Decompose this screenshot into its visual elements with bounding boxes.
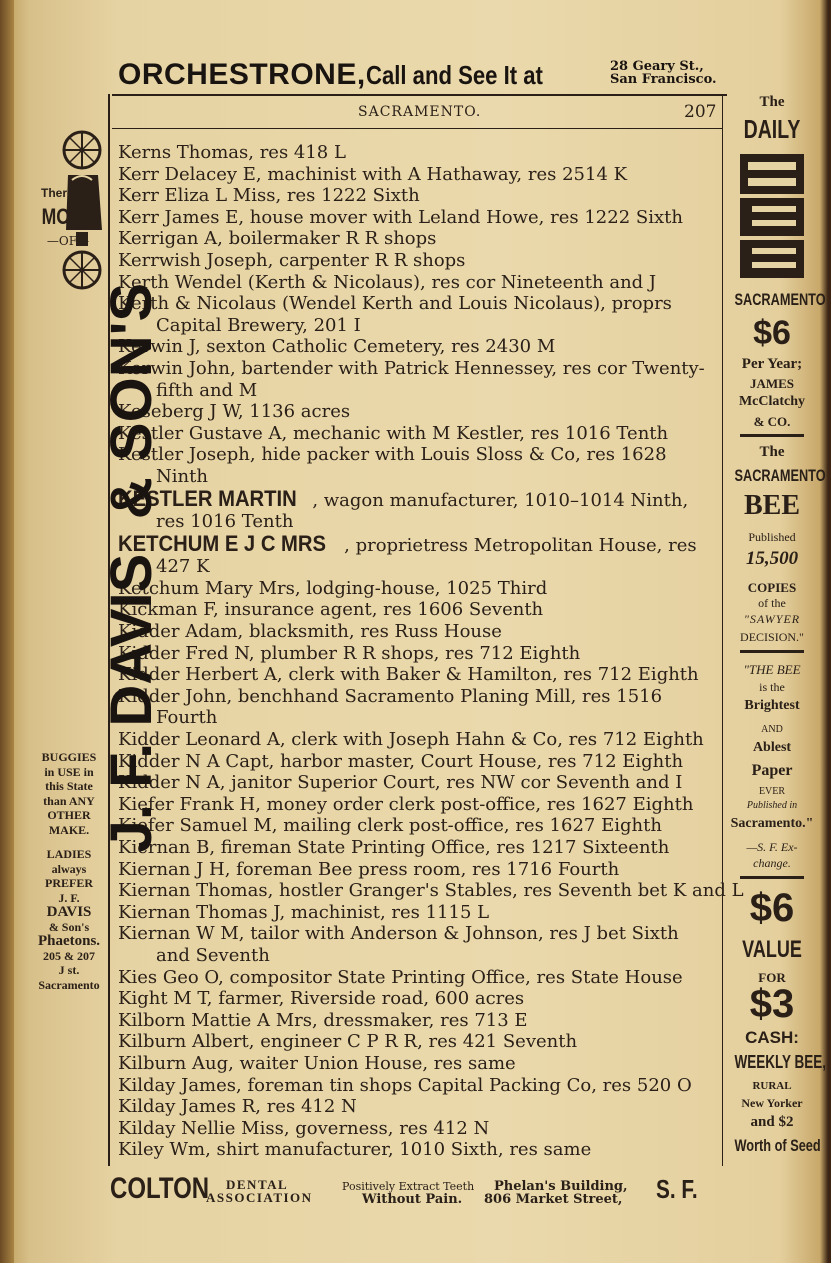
right-ad-for: FOR [758, 970, 786, 985]
directory-entry [118, 751, 718, 773]
entry-text: Kilburn Albert, engineer C P R R, res 421 Seventh [118, 1031, 578, 1053]
right-ad-rule-1 [740, 434, 804, 437]
entry-continuation: 427 K [156, 556, 210, 578]
entry-bold-name: KESTLER MARTIN [118, 485, 297, 511]
entry-text: Kerth Wendel (Kerth & Nicolaus), res cor Nineteenth and J [118, 271, 657, 293]
right-ad-brightest: Brightest [744, 698, 800, 713]
directory-entry [118, 250, 718, 272]
left-ad-line: OTHER [47, 808, 91, 822]
left-ad-line: MAKE. [48, 822, 90, 837]
page-binding [0, 0, 14, 1263]
entry-text: Keseberg J W, 1136 acres [118, 401, 351, 423]
entry-text: Kies Geo O, compositor State Printing Office, res State House [118, 966, 683, 988]
right-ad-bee-masthead [722, 152, 822, 282]
directory-entry [118, 1010, 718, 1032]
entry-text: Kilday Nellie Miss, governess, res 412 N [118, 1117, 490, 1139]
footer-phelan-building [484, 1180, 628, 1206]
left-ad-line: than ANY [43, 793, 95, 808]
right-ad-of-the: of the [758, 596, 786, 610]
right-ad-published-in: Published in [746, 800, 798, 811]
entry-continuation: Ninth [156, 465, 208, 487]
directory-entry [118, 923, 718, 966]
left-ad-more: MORE [41, 204, 95, 229]
directory-entry [118, 1031, 718, 1053]
footer-pos-line-1: Positively Extract Teeth [342, 1180, 475, 1193]
directory-entry [118, 815, 718, 837]
entry-text: Kerrigan A, boilermaker R R shops [118, 228, 437, 250]
right-ad-and: AND [761, 724, 783, 735]
left-ad-line: BUGGIES [41, 750, 97, 764]
right-ad-mcclatchy: McClatchy [738, 394, 806, 409]
entry-continuation: and Seventh [156, 944, 270, 966]
directory-entry [118, 485, 718, 533]
entry-text: Kidder John, benchhand Sacramento Planing Mill, res 1516 [118, 685, 663, 707]
left-side-ad [14, 110, 106, 1170]
page-number: 207 [684, 102, 717, 122]
footer-colton: COLTON [110, 1172, 210, 1205]
header-rule [112, 128, 722, 129]
footer-pos-line-2: Without Pain. [362, 1192, 463, 1207]
right-side-ad [722, 94, 827, 1174]
left-ad-of: —OF— [46, 234, 90, 248]
directory-entry [118, 988, 718, 1010]
left-ad-line: 205 & 207 [43, 948, 95, 963]
directory-entry [118, 185, 718, 207]
directory-entry [118, 1075, 718, 1097]
right-ad-quote-bee: "THE BEE [743, 662, 801, 677]
right-ad-three: $3 [749, 982, 795, 1026]
entry-continuation: Fourth [156, 707, 218, 729]
entry-text: Kidder Herbert A, clerk with Baker & Hamilton, res 712 Eighth [118, 664, 699, 686]
right-ad-james: JAMES [749, 376, 795, 391]
entry-text: Kidder Fred N, plumber R R shops, res 712 Eighth [118, 642, 581, 664]
entry-text: Kerr James E, house mover with Leland Howe, res 1222 Sixth [118, 206, 683, 228]
directory-entry [118, 293, 718, 336]
directory-entry [118, 444, 718, 487]
right-ad-change: change. [753, 856, 791, 870]
entry-text: Kerr Eliza L Miss, res 1222 Sixth [118, 185, 420, 207]
right-ad-the-2: The [759, 444, 785, 460]
running-header-city: SACRAMENTO. [358, 104, 482, 120]
left-ad-line: DAVIS [46, 904, 92, 920]
entry-continuation: res 1016 Tenth [156, 511, 294, 533]
right-ad-value: VALUE [742, 936, 802, 963]
directory-entry [118, 686, 718, 729]
entry-text: , wagon manufacturer, 1010–1014 Ninth, [312, 489, 689, 511]
entry-text: Kestler Joseph, hide packer with Louis Sloss & Co, res 1628 [118, 444, 667, 466]
directory-entry [118, 1053, 718, 1075]
entry-text: Kestler Gustave A, mechanic with M Kestler, res 1016 Tenth [118, 422, 669, 444]
banner-address [610, 60, 717, 86]
entry-text: Kiley Wm, shirt manufacturer, 1010 Sixth, res same [118, 1139, 592, 1161]
entry-text: Kiefer Frank H, money order clerk post-office, res 1627 Eighth [118, 793, 694, 815]
left-ad-body [30, 750, 108, 992]
directory-entry [118, 1096, 718, 1118]
left-ad-line: LADIES [46, 847, 92, 861]
right-ad-copies: COPIES [747, 580, 797, 595]
left-ad-line: PREFER [45, 876, 93, 890]
right-ad-decision: DECISION." [740, 630, 804, 644]
right-ad-paper: Paper [751, 762, 793, 779]
directory-entry [118, 228, 718, 250]
top-rule [112, 94, 727, 96]
entry-text: Kidder Adam, blacksmith, res Russ House [118, 621, 502, 643]
left-ad-line: Sacramento [38, 977, 100, 992]
directory-entry [118, 578, 718, 600]
footer-phelan-line-2: 806 Market Street, [484, 1192, 623, 1207]
entry-text: Kilborn Mattie A Mrs, dressmaker, res 713 E [118, 1009, 528, 1031]
directory-entry [118, 272, 718, 294]
directory-entry [118, 164, 718, 186]
right-ad-and-two: and $2 [750, 1114, 794, 1130]
directory-entry [118, 859, 718, 881]
directory-entry [118, 401, 718, 423]
right-ad-is-the: is the [759, 680, 785, 694]
directory-entry [118, 142, 718, 164]
entry-text: Kerwin John, bartender with Patrick Hennessey, res cor Twenty- [118, 357, 705, 379]
right-ad-worth-of-seed: Worth of Seed [734, 1136, 821, 1155]
right-ad-sacramento-3: Sacramento." [730, 816, 814, 831]
directory-entries [118, 142, 744, 1161]
entry-text: Kerwin J, sexton Catholic Cemetery, res 2430 M [118, 336, 556, 358]
left-ad-line: this State [45, 779, 93, 793]
left-ad-there-are: There are [40, 186, 96, 200]
footer-dental-line-2: ASSOCIATION [206, 1190, 313, 1205]
left-ad-line: in USE in [44, 764, 94, 779]
entry-text: Kilday James R, res 412 N [118, 1096, 357, 1118]
entry-text: Kerrwish Joseph, carpenter R R shops [118, 249, 466, 271]
banner-orchestrone: ORCHESTRONE, [118, 58, 366, 91]
entry-text: Kerr Delacey E, machinist with A Hathaway, res 2514 K [118, 163, 628, 185]
right-ad-bee-2: BEE [743, 490, 801, 521]
entry-text: Kilday James, foreman tin shops Capital Packing Co, res 520 O [118, 1074, 692, 1096]
right-ad-sf-ex: —S. F. Ex- [746, 840, 798, 854]
entry-text: Ketchum Mary Mrs, lodging-house, 1025 Third [118, 577, 548, 599]
directory-entry [118, 599, 718, 621]
left-ad-line: & Son's [48, 919, 90, 934]
footer-extract-teeth [342, 1180, 474, 1206]
right-ad-published: Published [748, 530, 796, 544]
right-ad-copies-number: 15,500 [745, 548, 799, 569]
right-ad-sacramento-1: SACRAMENTO [734, 290, 826, 309]
left-ad-spacer [30, 837, 108, 847]
directory-entry [118, 358, 718, 401]
left-ad-line: J. F. [58, 890, 80, 905]
right-ad-co: & CO. [753, 414, 791, 429]
bee-masthead-icon [722, 152, 822, 282]
right-ad-rule-3 [740, 876, 804, 879]
entry-text: Kiernan W M, tailor with Anderson & Johnson, res J bet Sixth [118, 923, 679, 945]
directory-entry [118, 336, 718, 358]
banner-call-text: Call and See It at [365, 60, 543, 90]
entry-text: Kidder Leonard A, clerk with Joseph Hahn & Co, res 712 Eighth [118, 729, 704, 751]
entry-text: Kerth & Nicolaus (Wendel Kerth and Louis Nicolaus), proprs [118, 293, 672, 315]
right-ad-price-six: $6 [753, 314, 791, 352]
right-ad-weekly-bee: WEEKLY BEE, [734, 1052, 827, 1072]
entry-text: Kiernan B, fireman State Printing Office, res 1217 Sixteenth [118, 837, 670, 858]
directory-entry [118, 621, 718, 643]
entry-text: Kilburn Aug, waiter Union House, res same [118, 1052, 516, 1074]
directory-entry [118, 1118, 718, 1140]
entry-continuation: fifth and M [156, 379, 258, 401]
right-ad-new-yorker: New Yorker [741, 1096, 803, 1110]
right-ad-the: The [759, 94, 785, 110]
left-ad-line: Phaetons. [37, 933, 101, 949]
directory-entry [118, 967, 718, 989]
entry-text: Kiefer Samuel M, mailing clerk post-office, res 1627 Eighth [118, 815, 662, 837]
directory-entry [118, 794, 718, 816]
entry-text: Kight M T, farmer, Riverside road, 600 acres [118, 988, 525, 1010]
left-ad-line: always [51, 861, 87, 876]
right-ad-daily: DAILY [743, 114, 801, 144]
right-ad-rule-2 [740, 650, 804, 653]
entry-text: Kickman F, insurance agent, res 1606 Seventh [118, 599, 544, 621]
right-ad-ever: EVER [758, 786, 786, 797]
left-ad-vertical-sons: & SON'S [99, 282, 164, 520]
footer-phelan-line-1: Phelan's Building, [494, 1179, 628, 1194]
footer-dental-association [206, 1178, 313, 1204]
entry-bold-name: KETCHUM E J C MRS [118, 530, 327, 556]
directory-entry [118, 530, 718, 578]
right-ad-rural: RURAL [752, 1080, 792, 1092]
entry-text: Kerns Thomas, res 418 L [118, 142, 346, 163]
directory-entry [118, 643, 718, 665]
bottom-banner-ad [110, 1172, 730, 1212]
directory-entry [118, 729, 718, 751]
banner-address-line-1: 28 Geary St., [610, 59, 704, 74]
entry-text: Kiernan Thomas, hostler Granger's Stables, res Seventh bet K and L [118, 880, 744, 902]
directory-entry [118, 664, 718, 686]
directory-entry [118, 837, 718, 859]
footer-dental-line-1: DENTAL [226, 1177, 289, 1192]
entry-text: Kidder N A, janitor Superior Court, res NW cor Seventh and I [118, 772, 683, 794]
entry-text: Kidder N A Capt, harbor master, Court House, res 712 Eighth [118, 750, 684, 772]
directory-entry [118, 423, 718, 445]
right-ad-per-year: Per Year; [741, 356, 803, 372]
top-banner-ad [118, 58, 718, 94]
right-ad-sacramento-2: SACRAMENTO [734, 466, 826, 485]
left-ad-vertical-name: J. F. DAVIS [99, 553, 164, 853]
right-ad-sawyer: "SAWYER [743, 612, 801, 626]
left-ad-line: J st. [58, 963, 80, 977]
directory-entry [118, 207, 718, 229]
right-ad-cash: CASH: [745, 1028, 799, 1047]
directory-entry [118, 880, 744, 902]
right-ad-six-2: $6 [749, 886, 795, 930]
entry-text: , proprietress Metropolitan House, res [344, 534, 697, 556]
entry-continuation: Capital Brewery, 201 I [156, 314, 361, 336]
directory-entry [118, 772, 718, 794]
entry-text: Kiernan J H, foreman Bee press room, res 1716 Fourth [118, 858, 620, 880]
banner-address-line-2: San Francisco. [610, 72, 717, 87]
directory-entry [118, 1139, 718, 1161]
entry-text: Kiernan Thomas J, machinist, res 1115 L [118, 901, 490, 923]
footer-sf: S. F. [656, 1174, 698, 1204]
right-ad-ablest: Ablest [752, 740, 792, 755]
directory-entry [118, 902, 718, 924]
